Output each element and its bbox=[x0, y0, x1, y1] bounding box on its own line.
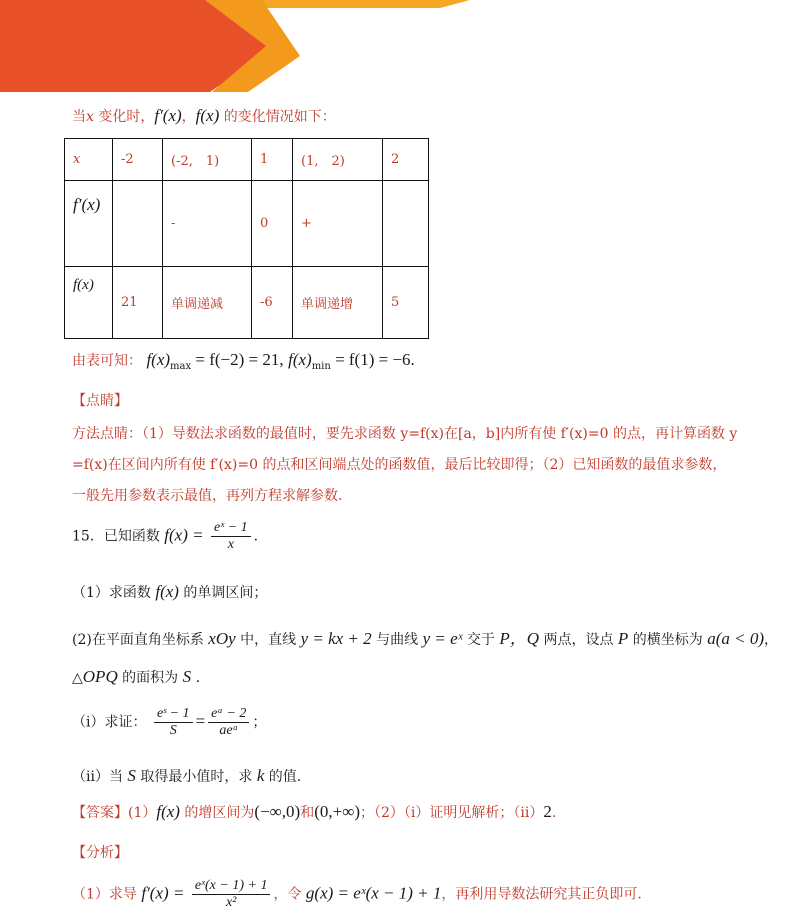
derivative-fraction: $\frac{\text{eˣ(x − 1) + 1}}{\text{x²}}$ bbox=[192, 878, 271, 911]
table-row: x -2 (-2, 1) 1 (1, 2) 2 bbox=[65, 139, 429, 181]
question-1: （1）求函数 f(x) 的单调区间； bbox=[72, 582, 268, 601]
analysis-line-1: （1）求导 f′(x) = $\frac{\text{eˣ(x − 1) + 1}}{\text{x²}}$ ，令 g(x) = eˣ(x − 1) + 1，再利用导数法研究其正负即可. bbox=[72, 878, 642, 910]
dianjing-line-2: =f(x)在区间内所有使 f′(x)=0 的点和区间端点处的函数值，最后比较即得；（2）已知函数的最值求参数， bbox=[72, 457, 727, 473]
table-row: f(x) 21 单调递减 -6 单调递增 5 bbox=[65, 267, 429, 339]
variation-table bbox=[64, 138, 429, 339]
stem-fraction: $\frac{\text{eˣ − 1}}{x}$ bbox=[211, 520, 251, 553]
dianjing-title: 【点睛】 bbox=[72, 393, 128, 409]
question-2-line-1: (2)在平面直角坐标系 xOy 中，直线 y = kx + 2 与曲线 y = eˣ 交于 P，Q 两点，设点 P 的横坐标为 a(a < 0)， bbox=[72, 629, 779, 648]
lhs-fraction: $\frac{\text{eˢ − 1}}{S}$ bbox=[154, 706, 193, 739]
question-2-ii: （ii）当 S 取得最小值时，求 k 的值. bbox=[72, 766, 302, 785]
answer-line: 【答案】(1）f(x) 的增区间为(−∞,0)和(0,+∞)；（2）（i）证明见解析；（ii）2. bbox=[72, 802, 557, 821]
question-2-i: （i）求证： $\frac{\text{eˢ − 1}}{S}$ = $\frac{\text{eᵃ − 2}}{\text{aeᵃ}}$ ； bbox=[72, 706, 267, 738]
intro-line: 当x 变化时，f′(x)，f(x) 的变化情况如下： bbox=[72, 106, 336, 125]
problem-stem: 15．已知函数 f(x) = $\frac{\text{eˣ − 1}}{x}$ . bbox=[72, 520, 259, 552]
table-row: f′(x) - 0 + bbox=[65, 181, 429, 267]
question-2-line-2: △OPQ 的面积为 S . bbox=[72, 667, 201, 686]
dianjing-line-1: 方法点睛：（1）导数法求函数的最值时，要先求函数 y=f(x)在[a，b]内所有使 f′(x)=0 的点，再计算函数 y bbox=[72, 426, 738, 442]
rhs-fraction: $\frac{\text{eᵃ − 2}}{\text{aeᵃ}}$ bbox=[208, 706, 249, 739]
header-banner bbox=[0, 0, 800, 100]
analysis-title: 【分析】 bbox=[72, 845, 128, 861]
dianjing-line-3: 一般先用参数表示最值，再列方程求解参数. bbox=[72, 488, 343, 504]
conclusion-line: 由表可知： $f(x)_{max} = f(-2) = 21$, $f(x)_{min} = f(1) = -6$. bbox=[72, 350, 415, 372]
